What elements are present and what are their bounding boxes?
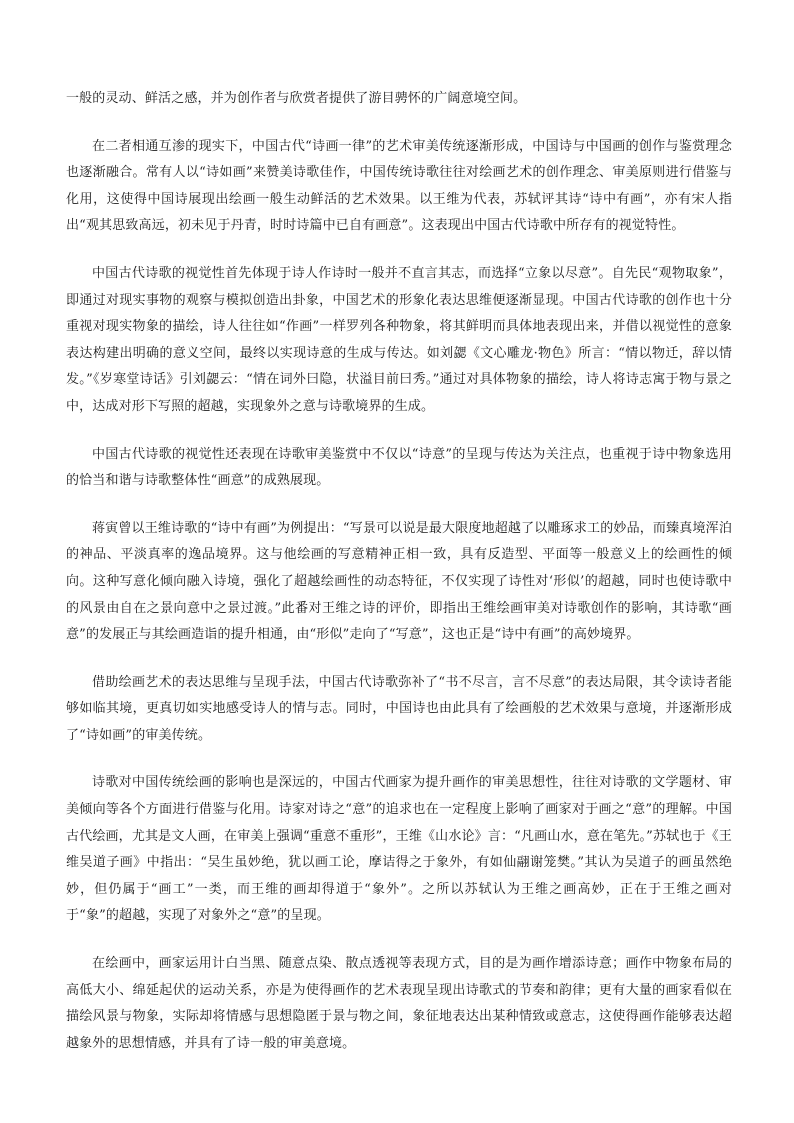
paragraph: 诗歌对中国传统绘画的影响也是深远的，中国古代画家为提升画作的审美思想性，往往对诗歌的文学题材、审美倾向等各个方面进行借鉴与化用。诗家对诗之“意”的追求也在一定程度上影响了画家对于画之“意”的理解。中国古代绘画，尤其是文人画，在审美上强调“重意不重形”，王维《山水论》言：“凡画山水，意在笔先。”苏轼也于《王维吴道子画》中指出：“吴生虽妙绝，犹以画工论，摩诘得之于象外，有如仙翮谢笼樊。”其认为吴道子的画虽然绝妙，但仍属于“画工”一类，而王维的画却得道于“象外”。之所以苏轼认为王维之画高妙，正在于王维之画对于“象”的超越，实现了对象外之“意”的呈现。 [66,775,732,924]
paragraph: 蒋寅曾以王维诗歌的“诗中有画”为例提出：“写景可以说是最大限度地超越了以雕琢求工的妙品，而臻真境浑泊的神品、平淡真率的逸品境界。这与他绘画的写意精神正相一致，具有反造型、平面等一般意义上的绘画性的倾向。这种写意化倾向融入诗境，强化了超越绘画性的动态特征，不仅实现了诗性对‘形似’的超越，同时也使诗歌中的风景由自在之景向意中之景过渡。”此番对王维之诗的评价，即指出王维绘画审美对诗歌创作的影响，其诗歌“画意”的发展正与其绘画造诣的提升相通，由“形似”走向了“写意”，这也正是“诗中有画”的高妙境界。 [66,520,732,643]
paragraph: 中国古代诗歌的视觉性首先体现于诗人作诗时一般并不直言其志，而选择“立象以尽意”。自先民“观物取象”，即通过对现实事物的观察与模拟创造出卦象，中国艺术的形象化表达思维便逐渐显现。中国古代诗歌的创作也十分重视对现实物象的描绘，诗人往往如“作画”一样罗列各种物象，将其鲜明而具体地表现出来，并借以视觉性的意象表达构建出明确的意义空间，最终以实现诗意的生成与传达。如刘勰《文心雕龙·物色》所言：“情以物迁，辞以情发。”《岁寒堂诗话》引刘勰云：“情在词外曰隐，状溢目前曰秀。”通过对具体物象的描绘，诗人将诗志寓于物与景之中，达成对形下写照的超越，实现象外之意与诗歌境界的生成。 [66,265,732,414]
paragraph: 在二者相通互渗的现实下，中国古代“诗画一律”的艺术审美传统逐渐形成，中国诗与中国画的创作与鉴赏理念也逐渐融合。常有人以“诗如画”来赞美诗歌佳作，中国传统诗歌往往对绘画艺术的创作理念、审美原则进行借鉴与化用，这使得中国诗展现出绘画一般生动鲜活的艺术效果。以王维为代表，苏轼评其诗“诗中有画”，亦有宋人指出“观其思致高远，初未见于丹青，时时诗篇中已自有画意”。这表现出中国古代诗歌中所存有的视觉特性。 [66,138,732,234]
article-body [66,86,732,1078]
paragraph: 在绘画中，画家运用计白当黑、随意点染、散点透视等表现方式，目的是为画作增添诗意；画作中物象布局的高低大小、绵延起伏的运动关系，亦是为使得画作的艺术表现呈现出诗歌式的节奏和韵律；更有大量的画家看似在描绘风景与物象，实际却将情感与思想隐匿于景与物之间，象征地表达出某种情致或意志，这使得画作能够表达超越象外的思想情感，并具有了诗一般的审美意境。 [66,956,732,1051]
paragraph: 借助绘画艺术的表达思维与呈现手法，中国古代诗歌弥补了“书不尽言，言不尽意”的表达局限，其令读诗者能够如临其境，更真切如实地感受诗人的情与志。同时，中国诗也由此具有了绘画般的艺术效果与意境，并逐渐形成了“诗如画”的审美传统。 [66,674,732,743]
paragraph: 中国古代诗歌的视觉性还表现在诗歌审美鉴赏中不仅以“诗意”的呈现与传达为关注点，也重视于诗中物象选用的恰当和谐与诗歌整体性“画意”的成熟展现。 [66,446,732,489]
paragraph: 一般的灵动、鲜活之感，并为创作者与欣赏者提供了游目骋怀的广阔意境空间。 [66,91,527,106]
